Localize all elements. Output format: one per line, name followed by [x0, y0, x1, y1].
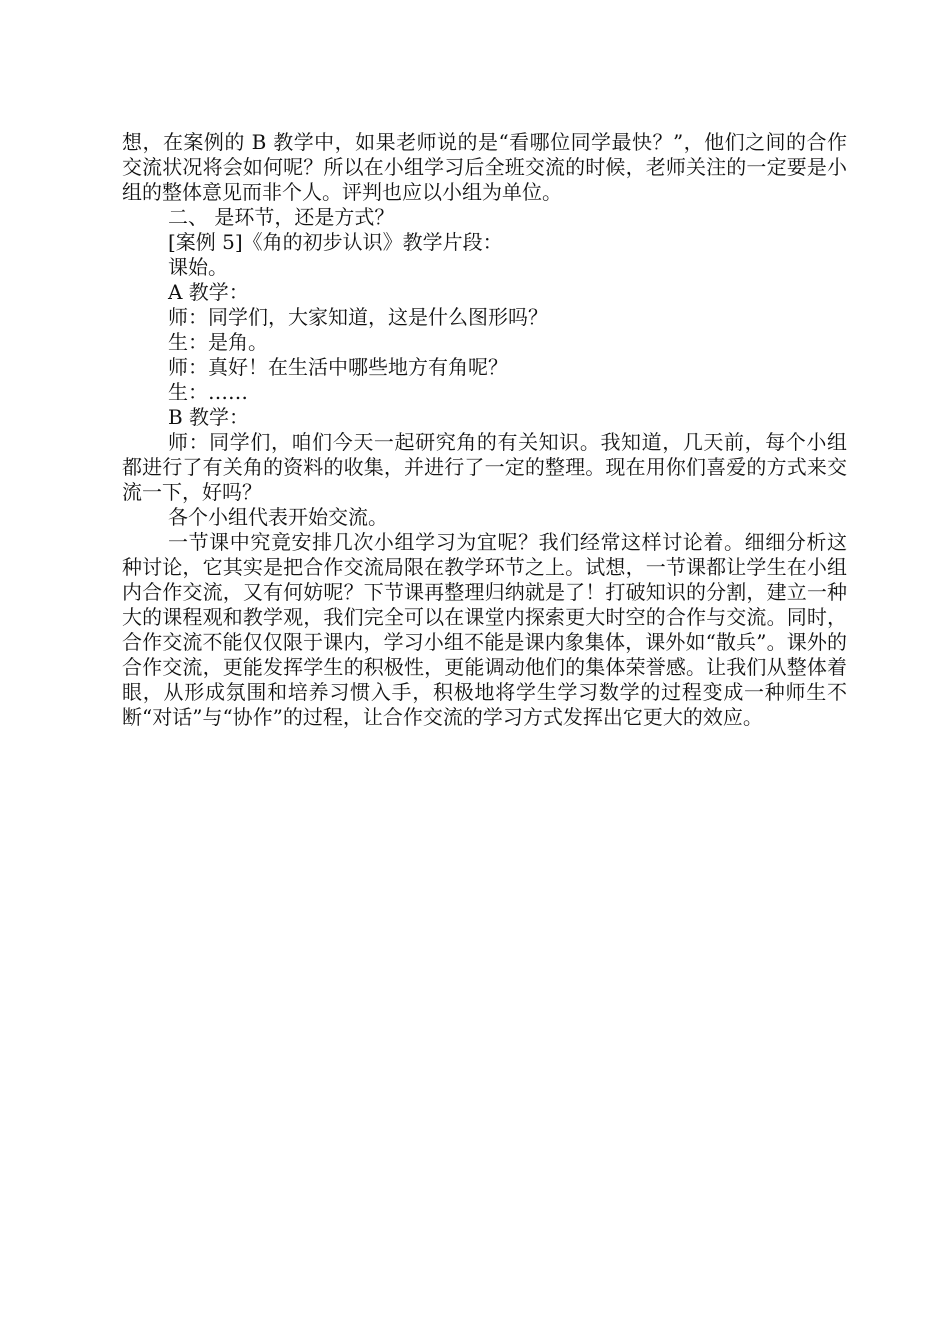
- dialogue-line: 生：……: [168, 380, 248, 404]
- paragraph-continuation: 想，在案例的 B 教学中，如果老师说的是“看哪位同学最快？”，他们之间的合作交流状况将会如何呢？所以在小组学习后全班交流的时候，老师关注的一定要是小组的整体意见而非个人。评判也应以小组为单位。: [122, 130, 847, 204]
- teaching-a-label: A 教学：: [168, 280, 249, 304]
- teaching-b-label: B 教学：: [168, 405, 250, 429]
- dialogue-line: 师：同学们，大家知道，这是什么图形吗？: [168, 305, 548, 329]
- dialogue-line: 师：真好！在生活中哪些地方有角呢？: [168, 355, 508, 379]
- body-paragraph: 各个小组代表开始交流。: [168, 505, 388, 529]
- lesson-start: 课始。: [168, 255, 228, 279]
- case-title: [案例 5]《角的初步认识》教学片段：: [168, 230, 503, 254]
- document-body: [122, 130, 847, 730]
- dialogue-line: 生：是角。: [168, 330, 268, 354]
- body-paragraph: 一节课中究竟安排几次小组学习为宜呢？我们经常这样讨论着。细细分析这种讨论，它其实是把合作交流局限在教学环节之上。试想，一节课都让学生在小组内合作交流，又有何妨呢？下节课再整理归纳就是了！打破知识的分割，建立一种大的课程观和教学观，我们完全可以在课堂内探索更大时空的合作与交流。同时，合作交流不能仅仅限于课内，学习小组不能是课内象集体，课外如“散兵”。课外的合作交流，更能发挥学生的积极性，更能调动他们的集体荣誉感。让我们从整体着眼，从形成氛围和培养习惯入手，积极地将学生学习数学的过程变成一种师生不断“对话”与“协作”的过程，让合作交流的学习方式发挥出它更大的效应。: [122, 530, 847, 729]
- section-heading-2: 二、 是环节，还是方式？: [168, 205, 395, 229]
- dialogue-paragraph: 师：同学们，咱们今天一起研究角的有关知识。我知道，几天前，每个小组都进行了有关角的资料的收集，并进行了一定的整理。现在用你们喜爱的方式来交流一下，好吗？: [122, 430, 847, 504]
